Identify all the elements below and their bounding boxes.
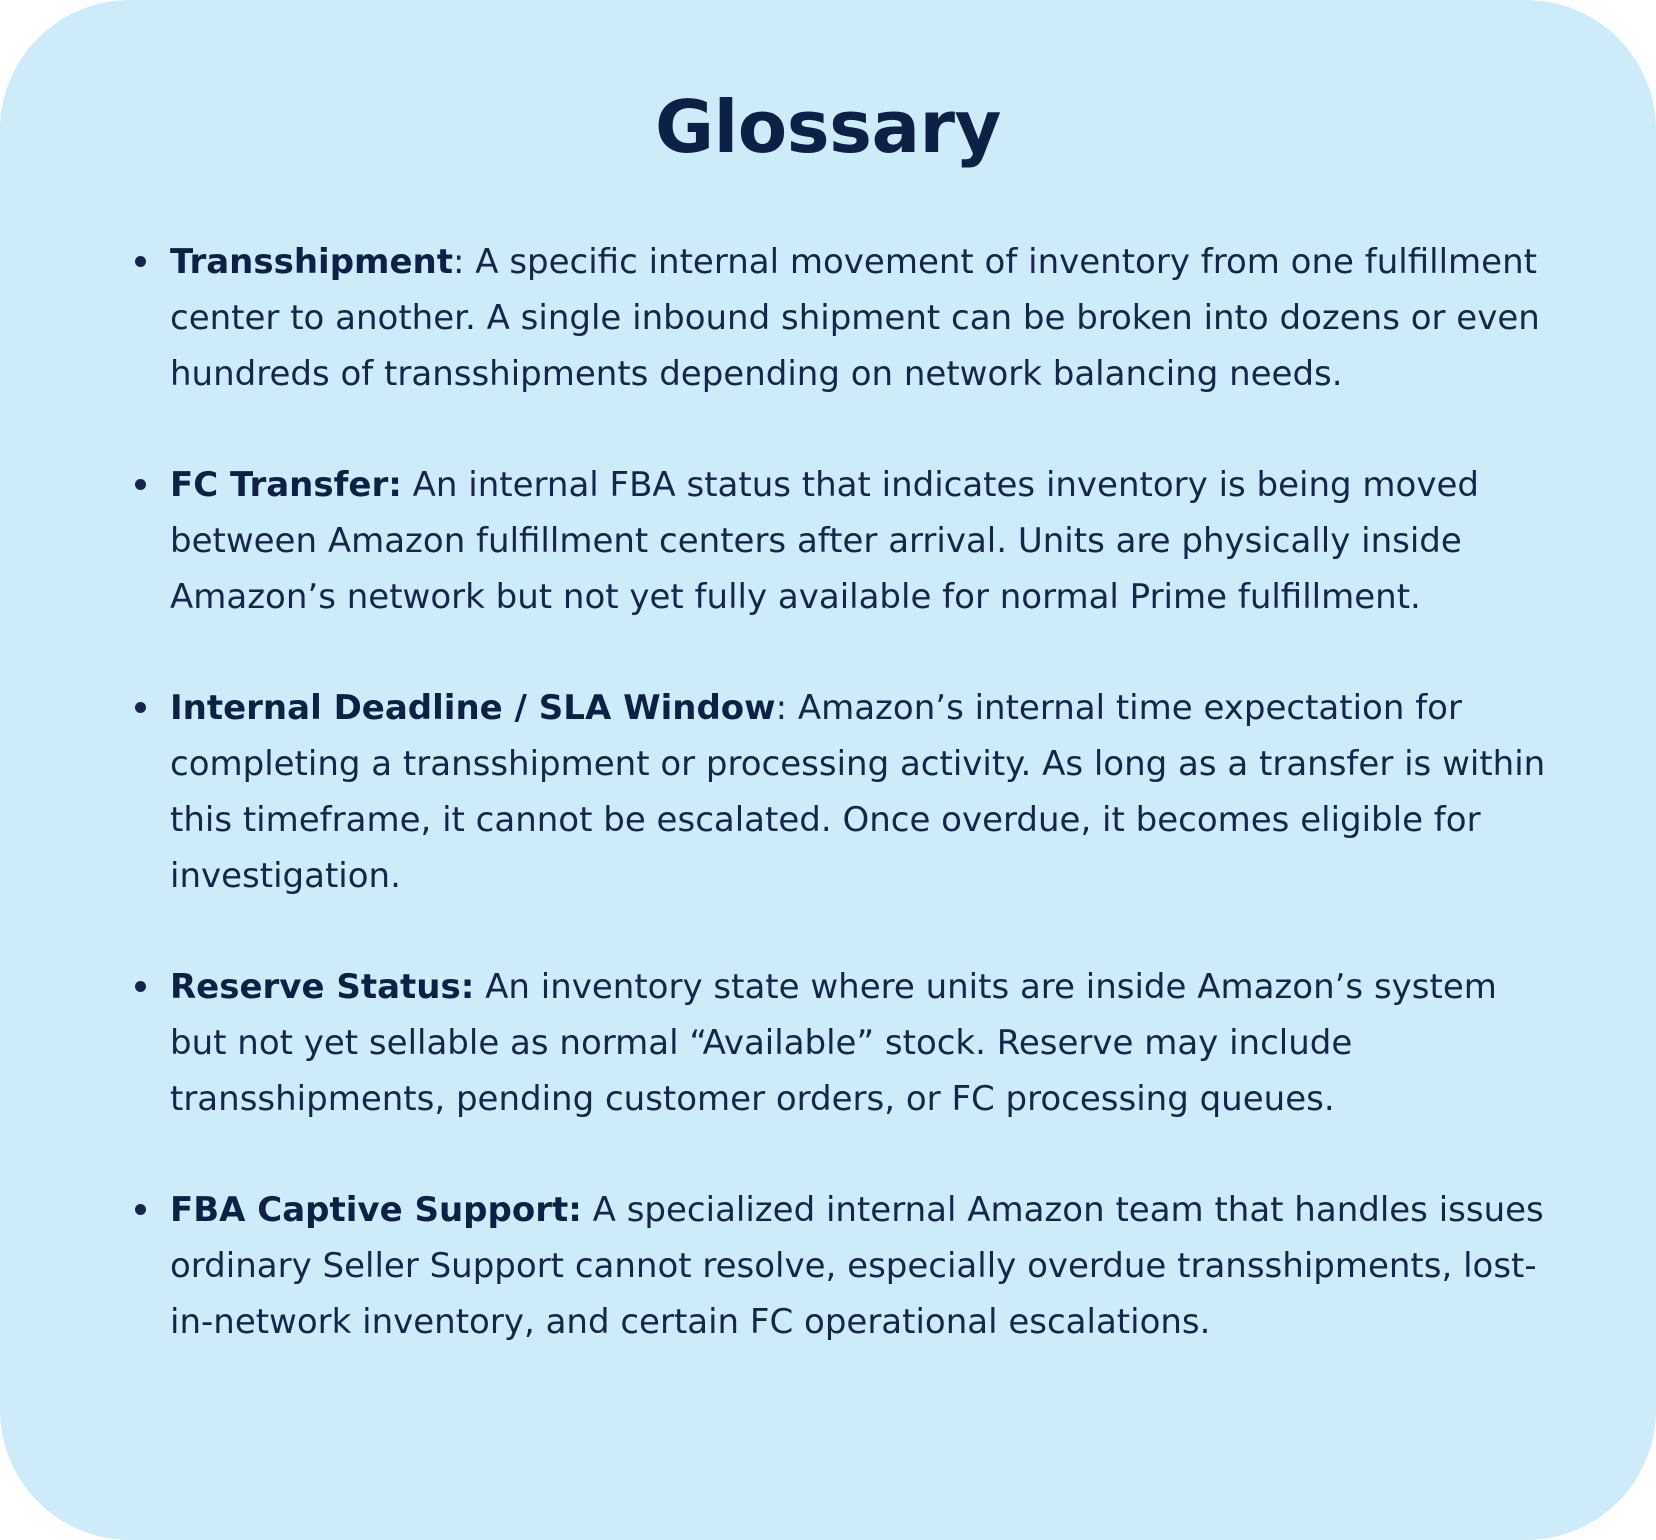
glossary-definition: An inventory state where units are inside Amazon’s system but not yet sellable as normal “Available” stock. Reserve may include transshipments, pending customer orders, or FC processing queues. bbox=[170, 967, 1497, 1119]
glossary-definition: An internal FBA status that indicates inventory is being moved between Amazon fulfillment centers after arrival. Units are physically inside Amazon’s network but not yet fully available for normal Prime fulfillment. bbox=[170, 465, 1479, 617]
glossary-entry-transshipment bbox=[130, 234, 1555, 402]
page-title: Glossary bbox=[655, 85, 1001, 169]
term-separator bbox=[582, 1190, 593, 1230]
bullet-icon bbox=[135, 1204, 146, 1215]
glossary-term: Internal Deadline / SLA Window bbox=[170, 688, 776, 728]
bullet-icon bbox=[135, 256, 146, 267]
bullet-icon bbox=[135, 981, 146, 992]
glossary-term: FC Transfer: bbox=[170, 465, 402, 505]
glossary-term: Reserve Status: bbox=[170, 967, 475, 1007]
term-separator bbox=[474, 967, 485, 1007]
glossary-definition: Amazon’s internal time expectation for completing a transshipment or processing activity. As long as a transfer is within this timeframe, it cannot be escalated. Once overdue, it becomes eligible for investigation. bbox=[170, 688, 1546, 896]
bullet-icon bbox=[135, 479, 146, 490]
glossary-term: Transshipment bbox=[170, 242, 453, 282]
glossary-entry-reserve-status bbox=[130, 959, 1555, 1127]
glossary-entry-fba-captive-support bbox=[130, 1182, 1555, 1350]
term-separator: : bbox=[453, 242, 476, 282]
glossary-list bbox=[130, 234, 1555, 1350]
glossary-term: FBA Captive Support: bbox=[170, 1190, 582, 1230]
glossary-entry-sla-window bbox=[130, 680, 1555, 904]
glossary-entry-fc-transfer bbox=[130, 457, 1555, 625]
term-separator bbox=[402, 465, 413, 505]
glossary-definition: A specific internal movement of inventory from one fulfillment center to another. A single inbound shipment can be broken into dozens or even hundreds of transshipments depending on network balancing needs. bbox=[170, 242, 1540, 394]
glossary-definition: A specialized internal Amazon team that handles issues ordinary Seller Support cannot resolve, especially overdue transshipments, lost-in-network inventory, and certain FC operational escalations. bbox=[170, 1190, 1544, 1342]
bullet-icon bbox=[135, 702, 146, 713]
term-separator: : bbox=[775, 688, 798, 728]
